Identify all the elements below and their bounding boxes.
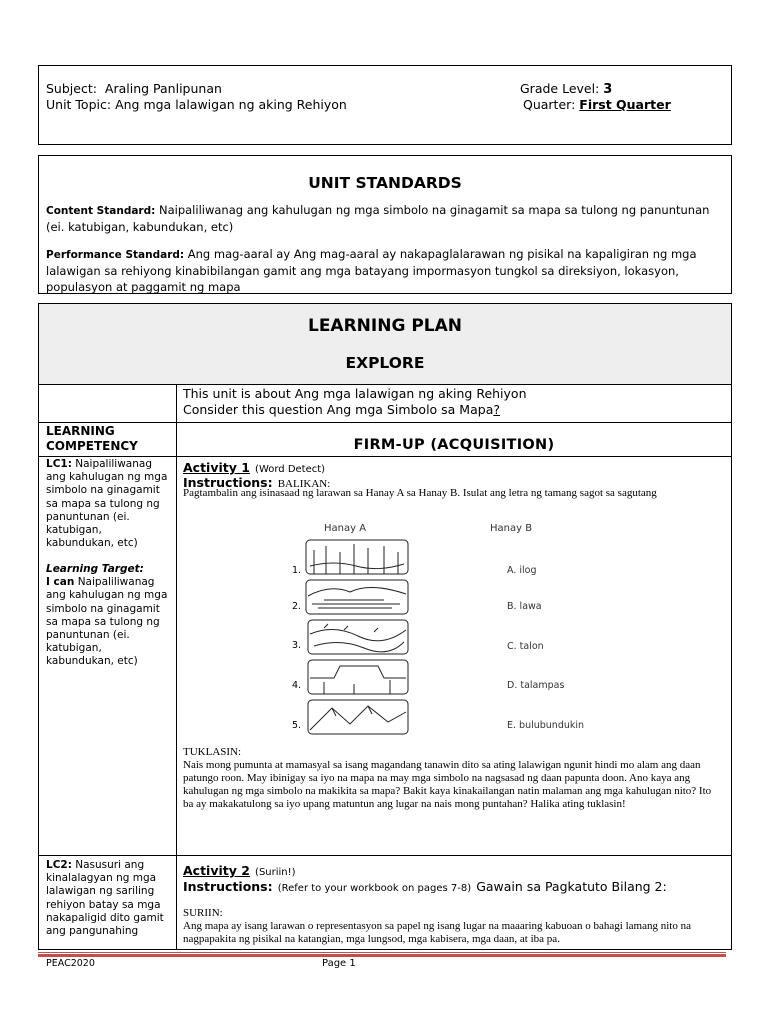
activity-1-heading: Activity 1 (Word Detect) [183, 460, 326, 475]
activity-2-heading: Activity 2 (Suriin!) [183, 863, 296, 878]
firm-up-header: FIRM-UP (ACQUISITION) [353, 437, 555, 453]
quarter-value: First Quarter [579, 97, 671, 112]
explore-title: EXPLORE [345, 354, 425, 372]
row-divider-2 [38, 456, 732, 457]
activity-1-instructions: Instructions: BALIKAN: [183, 475, 331, 490]
choice-e: E. bulubundukin [507, 720, 585, 731]
learning-competency-header: LEARNING COMPETENCY [46, 424, 138, 453]
subject-line: Subject: Araling Panlipunan [46, 81, 222, 96]
picture-column [304, 538, 414, 738]
choice-d: D. talampas [507, 680, 565, 691]
grade-level-value: 3 [603, 82, 613, 97]
grade-level-line: Grade Level: 3 [520, 81, 613, 97]
choice-c: C. talon [507, 641, 544, 652]
suriin-text: Ang mapa ay isang larawan o representasyon sa papel ng isang lugar na maaaring kabuoan o bahagi lamang nito na nagpapakita ng pisikal na katangian, mga lungsod, mga kabisera, mga daan, at iba pa. [183, 920, 691, 945]
activity-2-instructions: Instructions: (Refer to your workbook on pages 7-8) Gawain sa Pagkatuto Bilang 2: [183, 879, 667, 894]
performance-standard: Performance Standard: Ang mag-aaral ay Ang mag-aaral ay nakapaglalarawan ng pisikal na kapaligiran ng mga lalawigan sa rehiyong kinabibilangan gamit ang mga batayang impormasyon tungkol sa direksiyon, lokasyon, populasyon at paggamit ng mapa [46, 247, 697, 294]
unit-standards-title: UNIT STANDARDS [308, 174, 462, 192]
number-5: 5. [292, 720, 302, 731]
suriin-label: SURIIN: [183, 907, 223, 919]
tuklasin-label: TUKLASIN: [183, 746, 242, 758]
subject-value: Araling Panlipunan [104, 81, 222, 96]
matching-figure [280, 520, 640, 742]
footer-rule-thin [38, 952, 726, 953]
hanay-a-label: Hanay A [324, 523, 367, 534]
footer-left: PEAC2020 [46, 958, 95, 969]
footer-page: Page 1 [322, 958, 356, 969]
unit-intro: This unit is about Ang mga lalawigan ng aking Rehiyon Consider this question Ang mga Simbolo sa Mapa? [183, 386, 527, 417]
choice-a: A. ilog [507, 565, 537, 576]
footer-rule-thick [38, 954, 726, 957]
tuklasin-text: Nais mong pumunta at mamasyal sa isang magandang tanawin dito sa ating lalawigan ngunit hindi mo alam ang daan patungo roon. May ibinigay sa iyo na mapa na may mga simbolo na nagsasad ng daan papunta doon. Ano kaya ang kahulugan ng mga simbolo na makikita sa mapa? Bakit kaya kinakailangan natin malaman ang mga kahulugan nito? Ito ba ay makakatulong sa iyo upang matuntun ang lugar na nais mong puntahan? Halika ating tuklasin! [183, 759, 712, 810]
row-divider-3 [38, 855, 732, 856]
column-divider [176, 384, 177, 950]
number-3: 3. [292, 640, 302, 651]
content-standard: Content Standard: Naipaliliwanag ang kahulugan ng mga simbolo na ginagamit sa mapa sa tulong ng panuntunan (ei. katubigan, kabundukan, etc) [46, 203, 710, 234]
learning-target: Learning Target: I can Naipaliliwanag ang kahulugan ng mga simbolo na ginagamit sa mapa sa tulong ng panuntunan (ei. katubigan, kabundukan, etc) [46, 563, 168, 668]
quarter-line: Quarter: First Quarter [523, 97, 671, 112]
lc2-text: LC2: Nasusuri ang kinalalagyan ng mga lalawigan ng sariling rehiyon batay sa mga nakapaligid dito gamit ang pangunahing [46, 859, 164, 938]
number-4: 4. [292, 680, 302, 691]
row-divider-1 [38, 422, 732, 423]
number-1: 1. [292, 565, 302, 576]
unit-topic-line: Unit Topic: Ang mga lalawigan ng aking Rehiyon [46, 97, 347, 112]
number-2: 2. [292, 601, 302, 612]
learning-plan-title: LEARNING PLAN [307, 316, 463, 336]
lc1-text: LC1: Naipaliliwanag ang kahulugan ng mga simbolo na ginagamit sa mapa sa tulong ng panuntunan (ei. katubigan, kabundukan, etc) [46, 458, 168, 550]
hanay-b-label: Hanay B [490, 523, 533, 534]
unit-topic-value: Ang mga lalawigan ng aking Rehiyon [115, 97, 347, 112]
activity-1-body: Pagtambalin ang isinasaad ng larawan sa Hanay A sa Hanay B. Isulat ang letra ng tamang sagot sa sagutang [183, 487, 657, 499]
choice-b: B. lawa [507, 601, 542, 612]
